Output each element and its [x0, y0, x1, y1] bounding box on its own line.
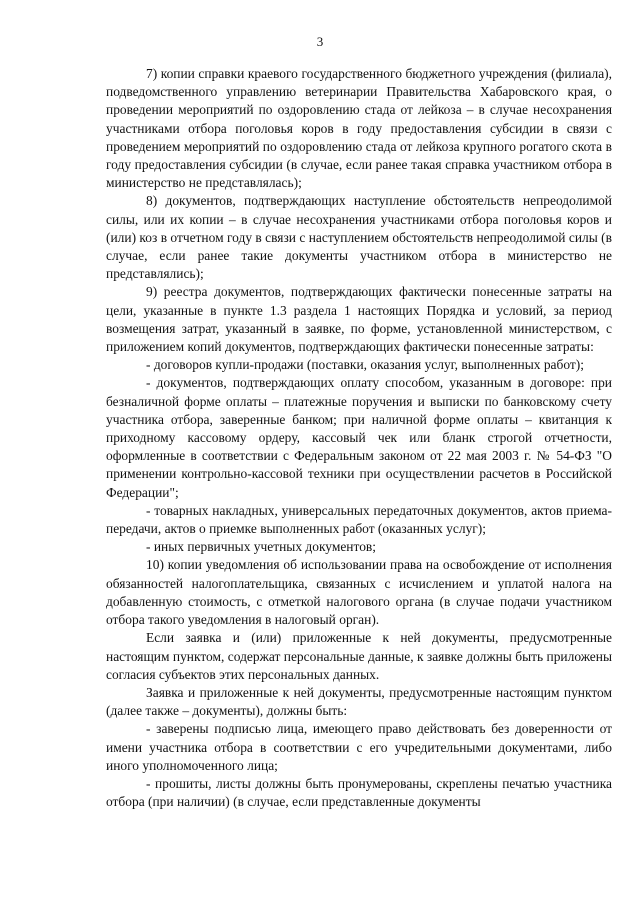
paragraph-item-9: 9) реестра документов, подтверждающих фактически понесенные затраты на цели, указанные в пункте 1.3 раздела 1 настоящих Порядка и условий, за период возмещения затрат, указанный в заявке, по форме, установленной министерством, с приложением копий документов, подтверждающих фактически понесенные затраты:: [106, 284, 612, 355]
paragraph-item-8: 8) документов, подтверждающих наступление обстоятельств непреодолимой силы, или их копии – в случае несохранения участниками отбора поголовья коров и (или) коз в отчетном году в связи с наступлением обстоятельств непреодолимой силы (в случае, если ранее такие документы участником отбора в министерство не представлялись);: [106, 193, 612, 282]
list-item-waybills: - товарных накладных, универсальных передаточных документов, актов приема-передачи, актов о приемке выполненных работ (оказанных услуг);: [106, 502, 612, 537]
page-number: 3: [316, 34, 324, 49]
paragraph-item-10: 10) копии уведомления об использовании права на освобождение от исполнения обязанностей налогоплательщика, связанных с исчислением и уплатой налога на добавленную стоимость, с отметкой налогового органа (в случае подачи участником отбора такого уведомления в налоговый орган).: [106, 557, 612, 628]
list-item-signature: - заверены подписью лица, имеющего право действовать без доверенности от имени участника отбора в соответствии с его учредительными документами, либо иного уполномоченного лица;: [106, 721, 612, 773]
paragraph-documents-requirements: Заявка и приложенные к ней документы, предусмотренные настоящим пунктом (далее также – документы), должны быть:: [106, 684, 612, 719]
list-item-primary-documents: - иных первичных учетных документов;: [146, 539, 376, 555]
paragraph-personal-data: Если заявка и (или) приложенные к ней документы, предусмотренные настоящим пунктом, содержат персональные данные, к заявке должны быть приложены согласия субъектов этих персональных данных.: [106, 630, 612, 682]
list-item-contracts: - договоров купли-продажи (поставки, оказания услуг, выполненных работ);: [146, 357, 584, 373]
list-item-payment-documents: - документов, подтверждающих оплату способом, указанным в договоре: при безналичной форме оплаты – платежные поручения и выписки по банковскому счету участника отбора, заверенные банком; при наличной форме оплаты – квитанция к приходному кассовому ордеру, кассовый чек или бланк строгой отчетности, оформленные в соответствии с Федеральным законом от 22 мая 2003 г. № 54-ФЗ "О применении контрольно-кассовой техники при осуществлении расчетов в Российской Федерации";: [106, 375, 612, 500]
paragraph-item-7: 7) копии справки краевого государственного бюджетного учреждения (филиала), подведомственного управлению ветеринарии Правительства Хабаровского края, о проведении мероприятий по оздоровлению стада от лейкоза – в случае несохранения участниками отбора поголовья коров в году предоставления субсидии в связи с проведением мероприятий по оздоровлению стада от лейкоза крупного рогатого скота в году предоставления субсидии (в случае, если ранее такая справка участником отбора в министерство не представлялась);: [106, 66, 612, 191]
document-body: [106, 65, 612, 811]
list-item-binding: - прошиты, листы должны быть пронумерованы, скреплены печатью участника отбора (при наличии) (в случае, если представленные документы: [106, 775, 612, 810]
